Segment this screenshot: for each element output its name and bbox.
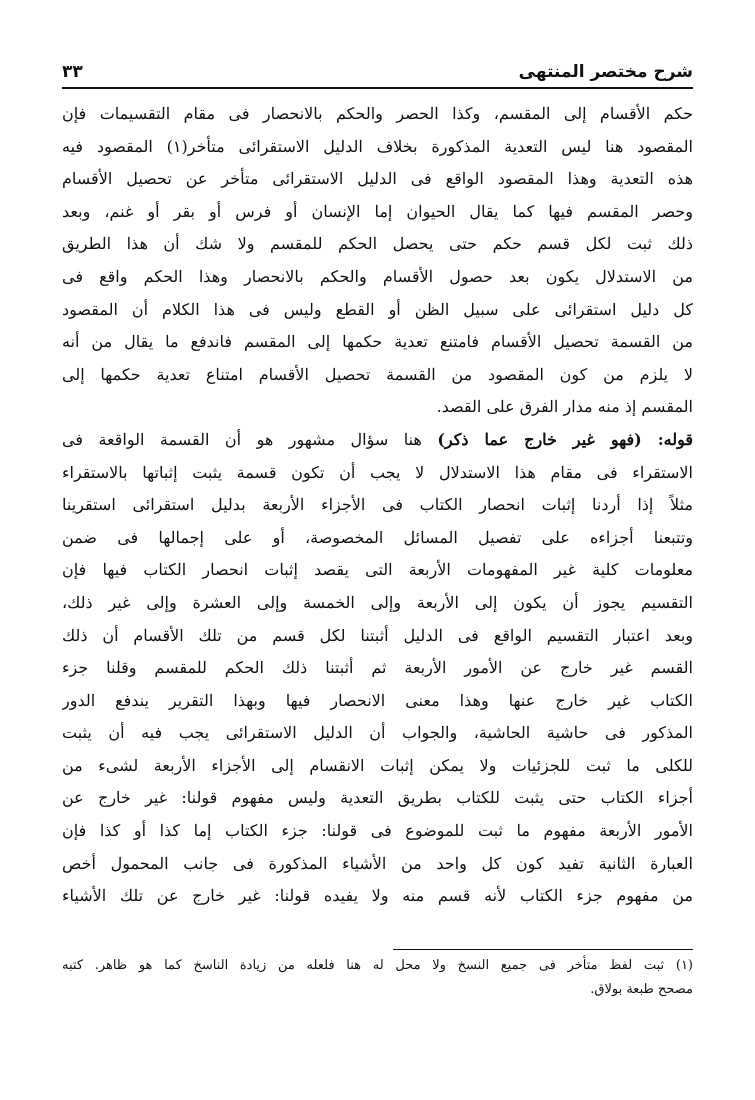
text-line: التقسيم يجوز أن يكون إلى الأربعة وإلى الخمسة وإلى العشرة وإلى غير ذلك، — [62, 592, 693, 612]
text-line: ذلك ثبت لكل قسم حكم حتى يحصل الحكم للمقسم ولا شك أن هذا الطريق — [62, 234, 693, 254]
text-line: وبعد اعتبار التقسيم الواقع فى الدليل أثبتنا لكل قسم من تلك الأقسام أن ذلك — [62, 625, 693, 645]
text-line: من الاستدلال يكون بعد حصول الأقسام والحكم بالانحصار وهذا الحكم واقع فى — [62, 266, 693, 286]
text-line: أجزاء الكتاب حتى يثبت للكتاب بطريق التعدية وليس مفهوم قولنا: غير خارج عن — [62, 788, 693, 808]
page-number: ٣٣ — [62, 62, 83, 82]
text-line: هذه التعدية وهذا المقصود الواقع فى الدليل الاستقرائى متأخر عن تحصيل الأقسام — [62, 169, 693, 189]
text-line: العبارة الثانية تفيد كون كل واحد من الأشياء المذكورة فى جانب المحمول أخص — [62, 853, 693, 873]
text-line: من مفهوم جزء الكتاب لأنه قسم منه ولا يفيده قولنا: غير خارج عن تلك الأشياء — [62, 886, 693, 906]
running-title: شرح مختصر المنتهى — [518, 62, 693, 82]
paragraph-1 — [62, 98, 693, 424]
text-line: القسم غير خارج عن الأمور الأربعة ثم أثبتنا ذلك الحكم للمقسم وقلنا جزء — [62, 658, 693, 678]
text-line: وحصر المقسم فيها كما يقال الحيوان إما الإنسان أو فرس أو بقر أو غنم، وبعد — [62, 201, 693, 221]
text-line: للكلى ما ثبت للجزئيات ولا يمكن إثبات الانقسام إلى الأجزاء الأربعة لشىء من — [62, 755, 693, 775]
text-line: الكتاب غير خارج عنها وهذا معنى الانحصار فيها وبهذا التقرير يندفع الدور — [62, 690, 693, 710]
text-line: لا يلزم من كون المقصود من القسمة تحصيل الأقسام امتناع تعدية حكمها إلى — [62, 364, 693, 384]
text-line: وتتبعنا أجزاءه على تفصيل المسائل المخصوصة، أو على إجمالها فى ضمن — [62, 527, 693, 547]
text-line: الأمور الأربعة مفهوم ما ثبت للموضوع فى قولنا: جزء الكتاب إما كذا أو كذا فإن — [62, 821, 693, 841]
footnote-line: (١) ثبت لفظ متأخر فى جميع النسخ ولا محل له هنا فلعله من زيادة الناسخ كما هو ظاهر. كتبه — [62, 958, 693, 973]
text-line: كل دليل استقرائى على سبيل الظن أو القطع وليس فى هذا الكلام أن المقصود — [62, 299, 693, 319]
paragraph-2 — [62, 424, 693, 913]
text-line: المقصود هنا ليس التعدية المذكورة بخلاف الدليل الاستقرائى متأخر(١) المقصود فيه — [62, 136, 693, 156]
text-line — [62, 424, 693, 457]
text-line: المذكور فى حاشية الحاشية، والجواب أن الدليل الاستقرائى يجب فيه أن يثبت — [62, 723, 693, 743]
text-line: حكم الأقسام إلى المقسم، وكذا الحصر والحكم بالانحصار فى مقام التقسيمات فإن — [62, 104, 693, 123]
text-line: من القسمة تحصيل الأقسام فامتنع تعدية حكمها إلى المقسم فاندفع ما يقال من أنه — [62, 332, 693, 352]
main-text — [62, 98, 693, 913]
footnotes — [62, 954, 693, 1002]
text-line: مثلاً إذا أردنا إثبات انحصار الكتاب فى الأجزاء الأربعة بدليل استقرائى استقرينا — [62, 495, 693, 515]
text-line: معلومات كلية غير المفهومات الأربعة التى يقصد إثبات انحصار الكتاب فيها فإن — [62, 560, 693, 580]
footnote-line: مصحح طبعة بولاق. — [590, 982, 693, 997]
text-span: هنا سؤال مشهور هو أن القسمة الواقعة فى — [62, 429, 438, 449]
page-header — [62, 55, 693, 89]
commentary-lemma: قوله: (فهو غير خارج عما ذكر) — [437, 429, 693, 449]
text-line: المقسم إذ منه مدار الفرق على القصد. — [436, 397, 693, 417]
footnote-divider — [393, 949, 693, 950]
text-line: الاستقراء فى مقام هذا الاستدلال لا يجب أن تكون قسمة يثبت إثباتها بالاستقراء — [62, 462, 693, 482]
